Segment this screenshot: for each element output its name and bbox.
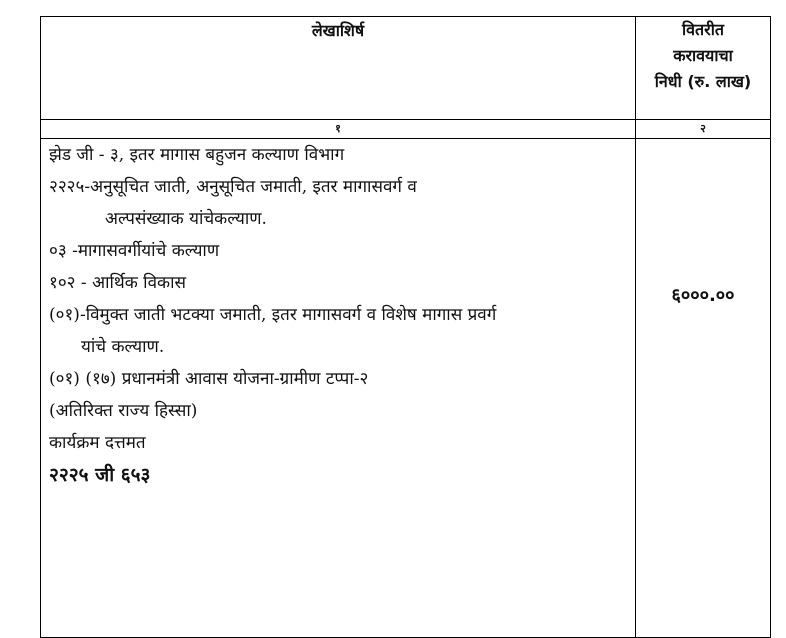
column-number: २ <box>636 120 771 139</box>
head-of-account-cell <box>41 139 636 638</box>
header-amount-line: निधी (रु. लाख) <box>654 72 752 91</box>
header-amount <box>636 17 771 120</box>
account-line: २२२५-अनुसूचित जाती, अनुसूचित जमाती, इतर मागासवर्ग व <box>49 177 417 197</box>
header-amount-line: करावयाचा <box>673 46 733 65</box>
fund-allocation-table <box>40 16 771 638</box>
column-number: १ <box>41 120 636 139</box>
account-line: (०१)-विमुक्त जाती भटक्या जमाती, इतर मागासवर्ग व विशेष मागास प्रवर्ग <box>49 305 497 325</box>
account-line: झेड जी - ३, इतर मागास बहुजन कल्याण विभाग <box>49 145 345 165</box>
account-line: (०१) (१७) प्रधानमंत्री आवास योजना-ग्रामीण टप्पा-२ <box>49 369 369 389</box>
budget-code: २२२५ जी ६५३ <box>49 464 151 486</box>
header-head-of-account: लेखाशिर्ष <box>41 17 636 120</box>
account-line: १०२ - आर्थिक विकास <box>49 273 186 293</box>
account-line: अल्पसंख्याक यांचेकल्याण. <box>105 209 267 229</box>
column-number-row <box>41 120 771 139</box>
amount-cell: ६०००.०० <box>636 139 771 638</box>
data-row <box>41 139 771 638</box>
account-line: कार्यक्रम दत्तमत <box>49 433 146 453</box>
account-line: यांचे कल्याण. <box>81 337 165 357</box>
header-amount-line: वितरीत <box>682 20 724 39</box>
account-line: ०३ -मागासवर्गीयांचे कल्याण <box>49 241 220 261</box>
account-line: (अतिरिक्त राज्य हिस्सा) <box>49 401 198 421</box>
header-row <box>41 17 771 120</box>
